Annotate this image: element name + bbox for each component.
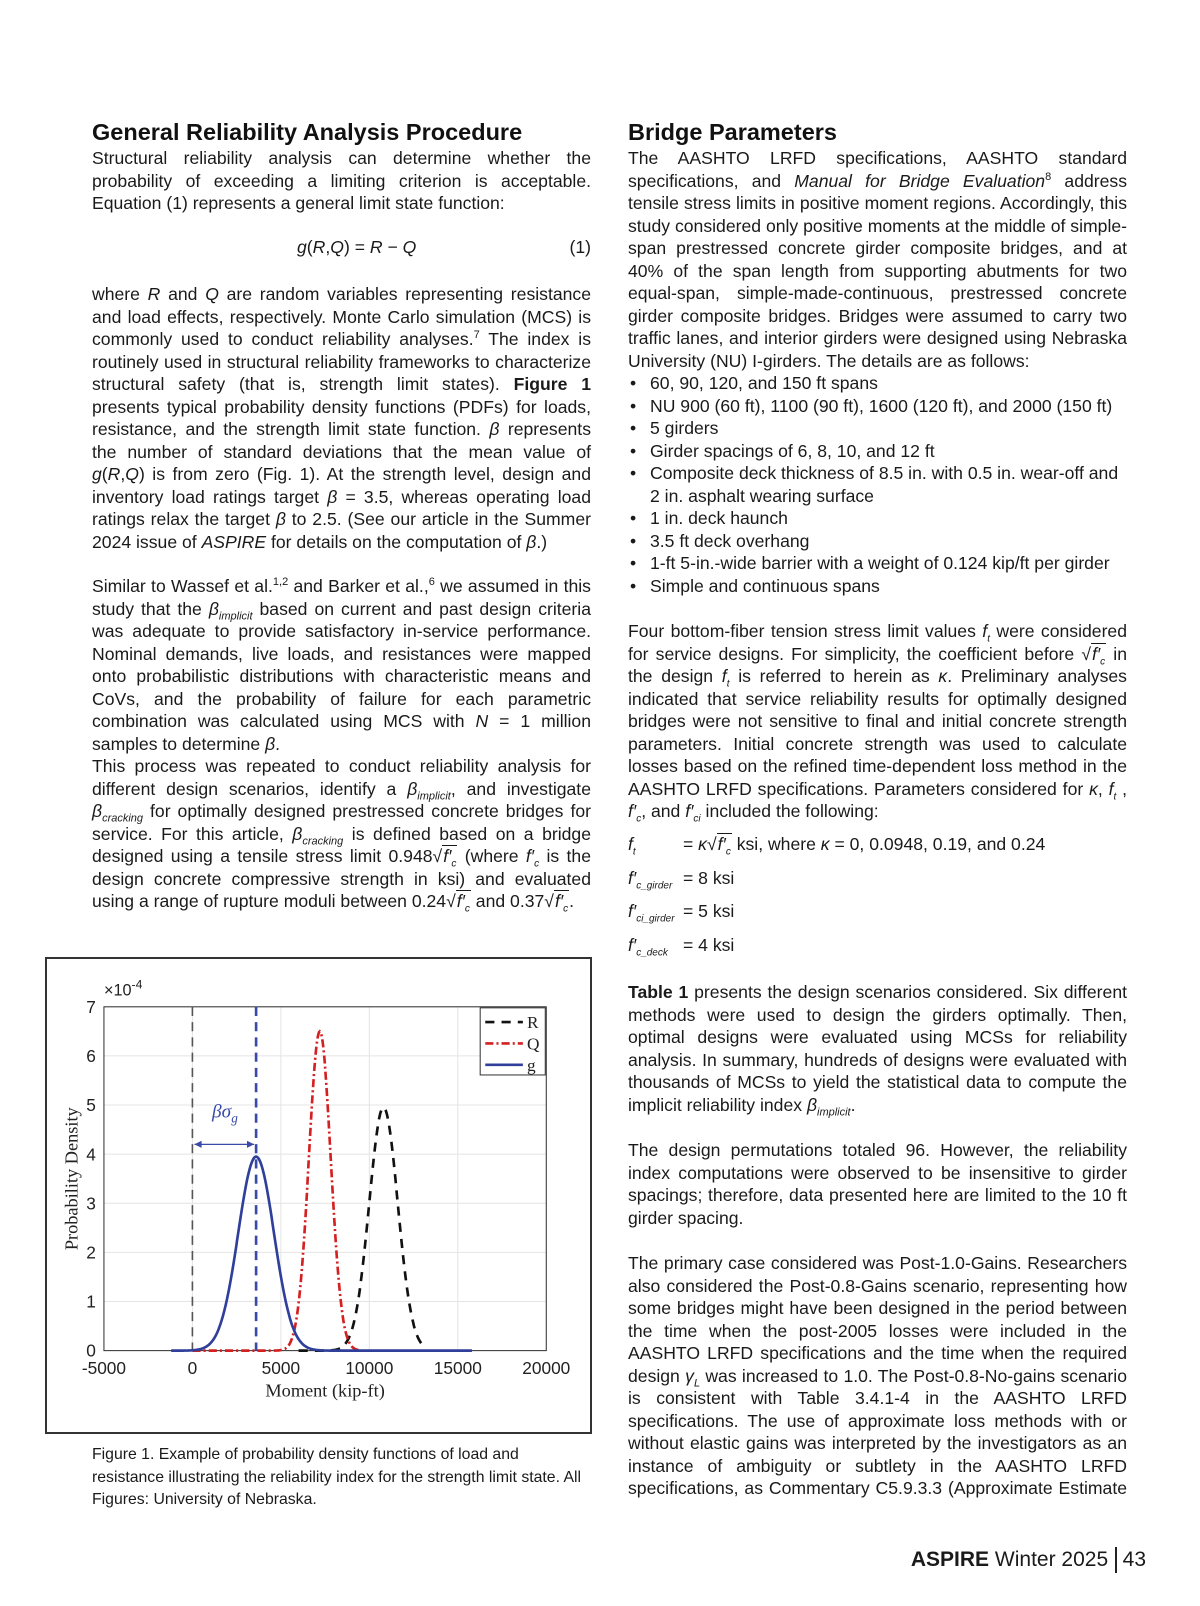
definition-value: = 8 ksi <box>683 867 735 888</box>
text-run: β <box>92 801 103 821</box>
y-tick-label: 5 <box>86 1095 96 1116</box>
text-run: $√f'_c$ <box>432 846 457 870</box>
equation-expression: g(R,Q) = R − Q <box>297 237 417 257</box>
issue-label: Winter 2025 <box>994 1548 1109 1571</box>
beta-sigma-label: $\beta\sigma_g$ <box>212 1101 238 1126</box>
y-tick-label: 4 <box>86 1144 96 1165</box>
text-run: cracking <box>102 812 144 825</box>
text-run: Q <box>330 237 344 257</box>
bullet-item: • 60, 90, 120, and 150 ft spans <box>628 372 1127 395</box>
definition-symbol <box>628 901 675 925</box>
x-tick-label: -5000 <box>81 1358 127 1379</box>
section-heading-bridge-parameters: Bridge Parameters <box>628 119 837 145</box>
text-run: $√f'_c$ <box>446 891 470 915</box>
y-tick-label: 2 <box>86 1242 96 1263</box>
legend-label: g <box>526 1055 536 1075</box>
text-run: 7 <box>473 329 480 342</box>
text-run: g <box>297 237 307 257</box>
text-run: Figure 1 <box>513 374 591 394</box>
y-tick-label: 1 <box>86 1291 96 1312</box>
text-run: $√f'_c$ <box>1081 643 1106 668</box>
text-run: κ <box>938 666 948 686</box>
text-run: $f_t$ <box>721 666 730 690</box>
legend-label: R <box>526 1013 539 1033</box>
x-tick-label: 5000 <box>261 1358 301 1379</box>
definition-symbol <box>628 834 636 858</box>
page-number: 43 <box>1122 1548 1146 1571</box>
text-run: β <box>407 778 418 799</box>
paragraph-permutations: The design permutations totaled 96. However, the reliability index computations were observed to be insensitive to girder spacings; therefore, data presented here are limited to the 10 ft girder spacing. <box>628 1140 1127 1228</box>
equation-number: (1) <box>569 237 591 257</box>
bullet-item: • 5 girders <box>628 417 1127 440</box>
text-run: cracking <box>302 835 344 848</box>
text-run: β <box>208 598 219 619</box>
text-run: $f'_{ci}$ <box>685 801 701 825</box>
x-tick-label: 20000 <box>522 1358 571 1379</box>
text-run: κ <box>820 834 830 854</box>
text-run: implicit <box>218 610 253 623</box>
text-run: Q <box>205 284 219 304</box>
text-run: β <box>265 733 276 754</box>
figure-caption: Figure 1. Example of probability density functions of load and resistance illustrating the reliability index for the strength limit state. All Figures: University of Nebraska. <box>92 1446 582 1508</box>
text-run: β <box>489 419 500 439</box>
paragraph-primary-case: The primary case considered was Post-1.0-Gains. Researchers also considered the Post-0.8-Gains scenario, representing how some bridges might have been designed in the period between the time when the post-2005 losses were included in the AASHTO LRFD specifications and the time when the required design $\gamma_L$ was increased to 1.0. The Post-0.8-No-gains scenario is consistent with Table 3.4.1-4 in the AASHTO LRFD specifications. The use of approximate loss methods with or without elastic gains was interpreted by the investigators as an instance of ambiguity or subtlety in the AASHTO LRFD specifications, as Commentary C5.9.3.3 (Approximate Estimate <box>628 1253 1127 1498</box>
x-axis-label: Moment (kip-ft) <box>265 1380 385 1401</box>
text-run: R <box>107 464 121 484</box>
text-run: Manual for Bridge Evaluation <box>794 170 1046 191</box>
y-multiplier: $\times 10^{-4}$ <box>103 977 143 1000</box>
text-run: β <box>526 531 537 552</box>
section-heading-general-reliability: General Reliability Analysis Procedure <box>92 119 523 145</box>
bullet-item: • 1 in. deck haunch <box>628 507 1127 530</box>
pdf-chart <box>47 959 590 1432</box>
definition-value: = 4 ksi <box>683 934 735 955</box>
text-run: Q <box>402 237 417 257</box>
paragraph-bridge-specs: The AASHTO LRFD specifications, AASHTO standard specifications, and Manual for Bridge Evaluation$^8$ address tensile stress limits in positive moment regions. Accordingly, this study considered only positive moments at the middle of simple-span prestressed concrete girder composite bridges, and at 40% of the span length from supporting abutments for two equal-span, simple-made-continuous, prestressed concrete girder composite bridges. Bridges were assumed to carry two traffic lanes, and interior girders were designed using Nebraska University (NU) I-girders. The details are as follows: <box>628 148 1128 371</box>
text-run: β <box>327 486 338 507</box>
text-run: κ <box>1089 778 1098 799</box>
text-run: R <box>312 237 326 257</box>
text-run: $f'_{c\_girder}$ <box>628 867 673 892</box>
y-tick-label: 3 <box>86 1193 96 1214</box>
bullet-item: • NU 900 (60 ft), 1100 (90 ft), 1600 (120 ft), and 2000 (150 ft) <box>628 395 1127 418</box>
y-tick-label: 7 <box>86 996 96 1017</box>
text-run: $f'_{ci\_girder}$ <box>628 901 675 925</box>
text-run: N <box>475 711 489 731</box>
definition-value: = 5 ksi <box>683 901 735 921</box>
text-run: $√f'_c$ <box>706 834 731 858</box>
y-axis-label: Probability Density <box>61 1107 82 1251</box>
y-tick-label: 0 <box>86 1340 96 1361</box>
text-run: Q <box>125 464 139 484</box>
paragraph-table1: Table 1 presents the design scenarios considered. Six different methods were used to design the girders optimally. Then, optimal designs were evaluated using MCSs for reliability analysis. In summary, hundreds of designs were evaluated with thousands of MCSs to yield the statistical data to compute the implicit reliability index $\beta_{implicit}$. <box>628 982 1127 1119</box>
paragraph-stress-limits: Four bottom-fiber tension stress limit values $f_t$ were considered for service designs. For simplicity, the coefficient before $√f'_c$ in the design $f_t$ is referred to herein as κ. Preliminary analyses indicated that service reliability results for optimally designed bridges were not sensitive to final and initial concrete strength parameters. Initial concrete strength was used to calculate losses based on the refined time-dependent loss method in the AASHTO LRFD specifications. Parameters considered for κ, $f_t$ , $f'_c$, and $f'_{ci}$ included the following: <box>628 621 1127 825</box>
text-run: g <box>92 464 102 484</box>
text-run: implicit <box>817 1106 851 1119</box>
x-tick-label: 15000 <box>433 1358 482 1379</box>
definition-value: = $\kappa√f'_c$ ksi, where κ = 0, 0.0948, 0.19, and 0.24 <box>683 834 1046 858</box>
text-run: β <box>275 509 286 529</box>
page-footer <box>911 1546 1146 1574</box>
x-tick-label: 10000 <box>345 1358 394 1379</box>
text-run: $f'_{c\_deck}$ <box>628 934 668 959</box>
text-run: γ <box>685 1365 694 1386</box>
figure-1 <box>45 957 592 1434</box>
text-run: $f_t$ <box>628 834 636 858</box>
text-run: $√f'_c$ <box>544 891 569 915</box>
bullet-item: • Simple and continuous spans <box>628 575 1127 598</box>
text-run: ASPIRE <box>201 531 267 552</box>
text-run: L <box>693 1377 701 1390</box>
magazine-name: ASPIRE <box>910 1548 990 1571</box>
text-run: R <box>147 284 161 304</box>
bullet-item: • 3.5 ft deck overhang <box>628 530 1127 553</box>
bullet-item: • Composite deck thickness of 8.5 in. with 0.5 in. wear-off and 2 in. asphalt wearing surface <box>628 462 1127 507</box>
text-run: $f'_c$ <box>628 801 642 825</box>
bullet-item: • 1-ft 5-in.-wide barrier with a weight of 0.124 kip/ft per girder <box>628 552 1127 575</box>
text-run: β <box>806 1094 817 1115</box>
bridge-details-list <box>628 372 1127 597</box>
text-run: β <box>292 823 303 844</box>
definition-symbol <box>628 934 668 959</box>
text-run: implicit <box>417 790 451 803</box>
paragraph-intro: Structural reliability analysis can determine whether the probability of exceeding a limiting criterion is acceptable. Equation (1) represents a general limit state function: <box>92 148 591 213</box>
legend-label: Q <box>526 1034 540 1054</box>
text-run: $f_t$ <box>1108 778 1117 803</box>
text-run: R <box>369 237 383 257</box>
text-run: 1,2 <box>272 576 289 589</box>
paragraph-mcs: where R and Q are random variables representing resistance and load effects, respectively. Monte Carlo simulation (MCS) is commonly used to conduct reliability analyses.$^7$ The index is routinely used in structural reliability frameworks to characterize structural safety (that is, strength limit states). Figure 1 presents typical probability density functions (PDFs) for loads, resistance, and the strength limit state function. β represents the number of standard deviations that the mean value of g(R,Q) is from zero (Fig. 1). At the strength level, design and inventory load ratings target β = 3.5, whereas operating load ratings relax the target β to 2.5. (See our article in the Summer 2024 issue of ASPIRE for details on the computation of β.) <box>92 284 592 552</box>
y-tick-label: 6 <box>86 1046 96 1067</box>
x-tick-label: 0 <box>187 1358 198 1379</box>
text-run: 8 <box>1045 170 1052 183</box>
definition-symbol <box>628 867 673 892</box>
footer-divider <box>1115 1547 1117 1573</box>
text-run: $f_t$ <box>982 621 990 645</box>
paragraph-similar: Similar to Wassef et al.$^{1,2}$ and Barker et al.,$^6$ we assumed in this study that the $\beta_{implicit}$ based on current and past design criteria was adequate to provide satisfactory in-service performance. Nominal demands, live loads, and resistances were mapped onto probabilistic distributions with characteristic means and CoVs, and the probability of failure for each parametric combination was calculated using MCS with N = 1 million samples to determine β. <box>92 576 591 754</box>
bullet-item: • Girder spacings of 6, 8, 10, and 12 ft <box>628 440 1127 463</box>
text-run: Table 1 <box>628 982 689 1002</box>
text-run: $f'_c$ <box>525 846 540 870</box>
paragraph-process: This process was repeated to conduct reliability analysis for different design scenarios, identify a $\beta_{implicit}$, and investigate $\beta_{cracking}$ for optimally designed prestressed concrete bridges for service. For this article, $\beta_{cracking}$ is defined based on a bridge designed using a tensile stress limit $0.948√f'_c$ (where $f'_c$ is the design concrete compressive strength in ksi) and evaluated using a range of rupture moduli between $0.24√f'_c$ and $0.37√f'_c$. <box>92 756 591 915</box>
text-run: 6 <box>428 576 435 589</box>
text-run: κ <box>698 834 707 854</box>
